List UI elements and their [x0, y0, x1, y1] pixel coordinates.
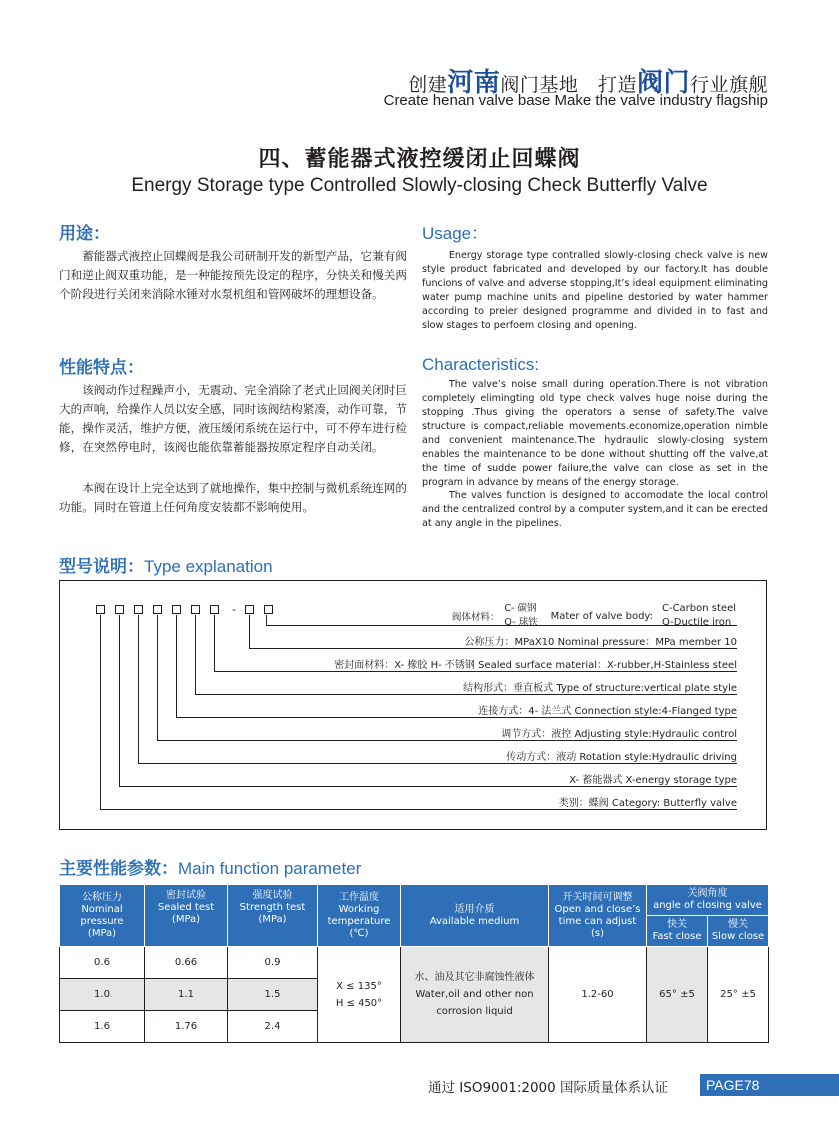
header-text: (℃): [349, 927, 369, 939]
leader-horizontal: [214, 671, 737, 672]
header-text: 开关时间可调整: [562, 891, 633, 903]
leader-horizontal: [195, 694, 737, 695]
leader-vertical: [266, 615, 267, 625]
slogan-part: 行业旗舰: [689, 74, 768, 96]
medium-line: corrosion liquid: [436, 1006, 513, 1017]
code-box: [191, 605, 200, 614]
leader-horizontal: [119, 786, 737, 787]
type-heading-cn: 型号说明：: [59, 557, 144, 577]
main-params-heading: [59, 854, 361, 879]
body-material-opt2: Q- 球铁: [504, 617, 538, 628]
cell-nominal: 1.0: [60, 979, 145, 1011]
code-box: [153, 605, 162, 614]
header-text: 慢关: [728, 919, 748, 930]
characteristics-text-en-2: The valves function is designed to accomodate the local control and the centralized control by a computer system,and it can be erected at any angle in the pipelines.: [422, 490, 768, 529]
header-text: Strength test: [239, 902, 306, 913]
usage-heading-en: Usage：: [422, 224, 489, 243]
header-text: (MPa): [258, 914, 287, 925]
cell-sealed: 1.76: [145, 1011, 228, 1043]
cell-medium: [401, 947, 549, 1043]
header-text: 强度试验: [252, 890, 293, 901]
body-material-en2: Q-Ductile iron: [661, 617, 732, 628]
slogan-part: 阀门基地: [500, 74, 579, 96]
params-heading-cn: 主要性能参数：: [59, 859, 178, 879]
table-row: [60, 947, 769, 979]
cell-time: 1.2-60: [549, 947, 647, 1043]
header-text: 密封试验: [166, 890, 206, 901]
cell-nominal: 1.6: [60, 1011, 145, 1043]
type-label-adjusting: 调节方式：液控 Adjusting style:Hydraulic control: [501, 729, 737, 740]
cell-nominal: 0.6: [60, 947, 145, 979]
characteristics-text-cn-1: 该阀动作过程躁声小，无震动、完全消除了老式止回阀关闭时巨大的声响，给操作人员以安全感，同时该阀结构紧凑，动作可靠，节能，操作灵活，维护方便，液压缓闭系统在运行中，可不停车进行检修，在突然停电时，该阀也能依靠蓄能器按原定程序自动关闭。: [59, 383, 407, 454]
type-label-connection: 连接方式：4- 法兰式 Connection style:4-Flanged type: [478, 706, 737, 717]
header-text: Sealed test: [157, 902, 215, 913]
usage-heading-cn: 用途：: [59, 224, 110, 244]
leader-horizontal: [100, 809, 737, 810]
body-material-cn: 阀体材料：: [451, 612, 500, 623]
leader-horizontal: [249, 648, 737, 649]
body-material-en1: C-Carbon steel: [661, 603, 736, 614]
code-dash: -: [232, 603, 236, 616]
type-label-storage: X- 蓄能器式 X-energy storage type: [569, 775, 737, 786]
code-box: [245, 605, 254, 614]
cell-strength: 0.9: [228, 947, 318, 979]
header-sealed: [145, 885, 228, 947]
page-title-cn: 四、蓄能器式液控缓闭止回蝶阀: [258, 147, 581, 172]
header-text: (s): [590, 927, 604, 939]
type-label-pressure: 公称压力：MPaX10 Nominal pressure：MPa member 10: [464, 637, 737, 648]
leader-vertical: [195, 615, 196, 694]
code-box: [264, 605, 273, 614]
slogan-highlight: 河南: [447, 68, 501, 98]
leader-vertical: [138, 615, 139, 763]
type-label-body-material: [451, 602, 737, 630]
header-medium: [401, 885, 549, 947]
header-text: Fast close: [652, 931, 702, 942]
usage-text-cn: 蓄能器式液控止回蝶阀是我公司研制开发的新型产品，它兼有阀门和逆止阀双重功能，是一种能按预先设定的程序，分快关和慢关两个阶段进行关闭来消除水锤对水泵机组和管网破坏的理想设备。: [59, 249, 407, 301]
leader-vertical: [119, 615, 120, 786]
header-text: 快关: [667, 919, 687, 930]
leader-horizontal: [138, 763, 737, 764]
header-angle: [647, 885, 769, 916]
header-strength: [228, 885, 318, 947]
certification-text: 通过 ISO9001:2000 国际质量体系认证: [428, 1080, 669, 1096]
header-text: Available medium: [429, 915, 520, 927]
header-text: time can adjust: [558, 915, 637, 927]
header-fast: [647, 916, 708, 947]
header-text: Slow close: [711, 931, 765, 942]
characteristics-text-en-1: The valve’s noise small during operation.There is not vibration completely elimingting old type check valves huge noise during the stopping .Thus giving the operators a sense of safety.The valve structure is compact,reliable movements.economize,operation nimble and convenient maintenance.The hydraulic slowly-closing system enables the maintenance to be done without shutting off the valve,at the time of sudde power failure,the valve can close as set in the program in advance by means of the energy storage.: [422, 379, 768, 488]
leader-horizontal: [157, 740, 737, 741]
cell-strength: 1.5: [228, 979, 318, 1011]
header-time: [549, 885, 647, 947]
page-number: PAGE78: [700, 1074, 839, 1096]
type-label-rotation: 传动方式：液动 Rotation style:Hydraulic driving: [506, 752, 737, 763]
header-text: 适用介质: [454, 903, 495, 915]
header-slogan-en: Create henan valve base Make the valve industry flagship: [383, 92, 768, 109]
slogan-highlight: 阀门: [636, 68, 690, 98]
cell-fast: 65° ±5: [647, 947, 708, 1043]
header-text: Working: [338, 903, 380, 915]
leader-vertical: [249, 615, 250, 648]
parameter-table: [59, 884, 769, 1043]
body-material-en: Mater of valve body:: [550, 610, 653, 622]
code-box: [134, 605, 143, 614]
code-box: [210, 605, 219, 614]
type-label-structure: 结构形式：垂直板式 Type of structure:vertical plate style: [463, 683, 737, 694]
cell-strength: 2.4: [228, 1011, 318, 1043]
type-heading-en: Type explanation: [144, 557, 273, 576]
medium-line: Water,oil and other non: [415, 989, 534, 1000]
header-slow: [708, 916, 769, 947]
page-title-en: Energy Storage type Controlled Slowly-closing Check Butterfly Valve: [131, 175, 708, 196]
characteristics-heading-en: Characteristics:: [422, 355, 540, 374]
header-text: (MPa): [87, 927, 117, 939]
code-box: [96, 605, 105, 614]
leader-vertical: [100, 615, 101, 809]
header-text: pressure: [80, 915, 124, 927]
cell-sealed: 0.66: [145, 947, 228, 979]
type-label-category: 类别：蝶阀 Category: Butterfly valve: [558, 798, 737, 809]
code-box: [172, 605, 181, 614]
temp-line: X ≤ 135°: [336, 980, 382, 992]
code-box: [115, 605, 124, 614]
cell-slow: 25° ±5: [708, 947, 769, 1043]
header-text: angle of closing valve: [653, 900, 762, 911]
params-heading-en: Main function parameter: [178, 859, 362, 878]
temp-line: H ≤ 450°: [335, 997, 383, 1009]
slogan-part: 打造: [597, 74, 637, 96]
cell-sealed: 1.1: [145, 979, 228, 1011]
header-nominal: [60, 885, 145, 947]
header-text: 公称压力: [82, 891, 122, 903]
cell-temp: [318, 947, 401, 1043]
medium-line: 水、油及其它非腐蚀性液体: [414, 972, 535, 983]
header-temp: [318, 885, 401, 947]
header-text: 工作温度: [339, 891, 379, 903]
type-explanation-heading: [59, 552, 273, 577]
leader-horizontal: [176, 717, 737, 718]
header-text: (MPa): [171, 914, 201, 925]
header-text: 关阀角度: [687, 888, 728, 899]
leader-vertical: [157, 615, 158, 740]
header-text: temperature: [327, 915, 391, 927]
body-material-opt1: C- 碳钢: [504, 603, 537, 614]
characteristics-heading-cn: 性能特点：: [59, 358, 144, 378]
characteristics-text-cn-2: 本阀在设计上完全达到了就地操作，集中控制与微机系统连网的功能。同时在管道上任何角度安装都不影响使用。: [59, 481, 407, 514]
header-text: Open and close’s: [554, 903, 641, 915]
leader-vertical: [176, 615, 177, 717]
usage-text-en: Energy storage type contralled slowly-closing check valve is new style product fabricated and developed by our factory.It has double funcions of valve and adverse stopping,It’s ideal equipment eliminating water pump machine units and pipeline destoried by water hammer according to preier designed programme and divided in to fast and slow stages to perfoem closing and opening.: [422, 250, 768, 331]
header-text: Nominal: [81, 903, 123, 915]
slogan-part: 创建: [408, 74, 448, 96]
type-label-seal: 密封面材料：X- 橡胶 H- 不锈钢 Sealed surface material：X-rubber,H-Stainless steel: [334, 660, 737, 671]
leader-vertical: [214, 615, 215, 671]
model-code-boxes: [96, 603, 283, 616]
